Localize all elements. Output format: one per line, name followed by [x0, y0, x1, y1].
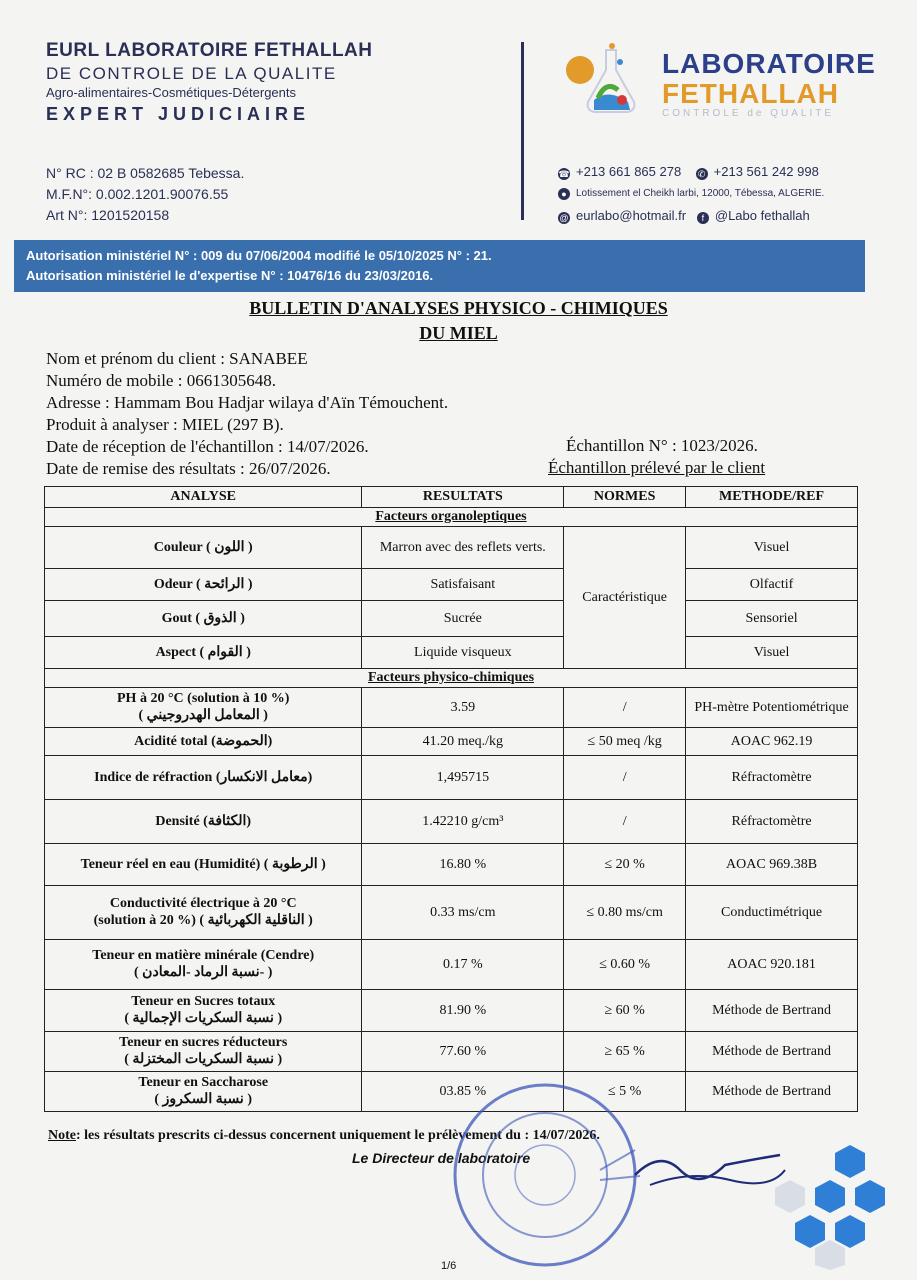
header-resultats: RESULTATS	[362, 487, 564, 508]
analyse-cell: Odeur ( الرائحة )	[45, 569, 362, 601]
table-header-row	[45, 487, 858, 508]
method-cell: PH-mètre Potentiométrique	[686, 688, 858, 728]
result-cell: 3.59	[362, 688, 564, 728]
results-table	[44, 486, 858, 1112]
analyse-cell: Acidité total (الحموضة)	[45, 728, 362, 756]
norm-cell: /	[564, 688, 686, 728]
result-cell: 16.80 %	[362, 844, 564, 886]
results-date: Date de remise des résultats : 26/07/2026.	[46, 459, 331, 478]
result-cell: 81.90 %	[362, 990, 564, 1032]
registration-block	[46, 163, 244, 226]
result-cell: 41.20 meq./kg	[362, 728, 564, 756]
laboratory-stamp-icon	[450, 1080, 640, 1270]
director-label: Le Directeur de laboratoire	[352, 1150, 531, 1166]
rc-number: N° RC : 02 B 0582685 Tebessa.	[46, 165, 245, 181]
method-cell: Conductimétrique	[686, 886, 858, 940]
table-row	[45, 728, 858, 756]
client-info	[46, 348, 448, 480]
location-icon: ●	[558, 188, 570, 200]
method-cell: Méthode de Bertrand	[686, 1032, 858, 1072]
norm-cell: ≤ 20 %	[564, 844, 686, 886]
analyse-cell: Teneur réel en eau (Humidité) ( الرطوبة )	[45, 844, 362, 886]
analyse-cell: Gout ( الذوق )	[45, 601, 362, 637]
result-cell: 1.42210 g/cm³	[362, 800, 564, 844]
method-cell: AOAC 969.38B	[686, 844, 858, 886]
signature-icon	[630, 1140, 790, 1190]
norm-cell: ≤ 5 %	[564, 1072, 686, 1112]
whatsapp-icon: ✆	[696, 168, 708, 180]
table-row	[45, 940, 858, 990]
hexagon-decoration-icon	[770, 1140, 890, 1270]
section-organoleptic: Facteurs organoleptiques	[45, 508, 858, 527]
banner-line2: Autorisation ministériel le d'expertise N° : 10476/16 du 23/03/2016.	[26, 268, 434, 283]
facebook-icon: f	[697, 212, 709, 224]
mf-number: M.F.N°: 0.002.1201.90076.55	[46, 186, 229, 202]
table-row	[45, 990, 858, 1032]
reception-date: Date de réception de l'échantillon : 14/07/2026.	[46, 437, 369, 456]
norm-cell: ≥ 60 %	[564, 990, 686, 1032]
method-cell: Méthode de Bertrand	[686, 1072, 858, 1112]
norm-cell: Caractéristique	[564, 527, 686, 669]
result-cell: 03.85 %	[362, 1072, 564, 1112]
method-cell: Réfractomètre	[686, 800, 858, 844]
result-cell: Sucrée	[362, 601, 564, 637]
client-address: Adresse : Hammam Bou Hadjar wilaya d'Aïn Témouchent.	[46, 393, 449, 412]
logo-line2: FETHALLAH	[662, 78, 839, 109]
norm-cell: ≤ 0.60 %	[564, 940, 686, 990]
bulletin-title: BULLETIN D'ANALYSES PHYSICO - CHIMIQUES	[249, 298, 668, 318]
analyse-cell: Couleur ( اللون )	[45, 527, 362, 569]
banner-line1: Autorisation ministériel N° : 009 du 07/06/2004 modifié le 05/10/2025 N° : 21.	[26, 248, 492, 263]
section-physico: Facteurs physico-chimiques	[45, 669, 858, 688]
address: Lotissement el Cheikh larbi, 12000, Tébessa, ALGERIE.	[576, 188, 825, 199]
analyse-cell: PH à 20 °C (solution à 10 %) ( المعامل الهدروجيني )	[45, 688, 362, 728]
analyse-cell: Conductivité électrique à 20 °C (solution à 20 %) ( الناقلية الكهربائية )	[45, 886, 362, 940]
page-number: 1/6	[441, 1260, 457, 1272]
email-icon: @	[559, 213, 569, 223]
table-row	[45, 844, 858, 886]
norm-cell: /	[564, 800, 686, 844]
norm-cell: ≥ 65 %	[564, 1032, 686, 1072]
flask-logo-icon	[558, 40, 648, 120]
header-analyse: ANALYSE	[45, 487, 362, 508]
header-normes: NORMES	[564, 487, 686, 508]
product: Produit à analyser : MIEL (297 B).	[46, 415, 284, 434]
header-divider	[521, 42, 524, 220]
sampled-by: Échantillon prélevé par le client	[548, 458, 766, 477]
method-cell: Visuel	[686, 637, 858, 669]
company-block	[46, 40, 373, 125]
table-row	[45, 527, 858, 569]
client-mobile: Numéro de mobile : 0661305648.	[46, 371, 276, 390]
table-row	[45, 886, 858, 940]
company-name: EURL LABORATOIRE FETHALLAH	[46, 40, 373, 61]
method-cell: Visuel	[686, 527, 858, 569]
norm-cell: ≤ 50 meq /kg	[564, 728, 686, 756]
norm-cell: /	[564, 756, 686, 800]
header-methode: METHODE/REF	[686, 487, 858, 508]
result-cell: Marron avec des reflets verts.	[362, 527, 564, 569]
bulletin-subtitle: DU MIEL	[419, 323, 498, 343]
company-expert: EXPERT JUDICIAIRE	[46, 104, 311, 124]
table-row	[45, 601, 858, 637]
table-row	[45, 1032, 858, 1072]
company-domains: Agro-alimentaires-Cosmétiques-Détergents	[46, 85, 296, 100]
company-subtitle: DE CONTROLE DE LA QUALITE	[46, 64, 337, 83]
sample-number: Échantillon N° : 1023/2026.	[566, 436, 758, 455]
logo-line1: LABORATOIRE	[662, 48, 876, 79]
method-cell: AOAC 962.19	[686, 728, 858, 756]
table-row	[45, 569, 858, 601]
facebook: @Labo fethallah	[714, 208, 810, 223]
result-cell: Satisfaisant	[362, 569, 564, 601]
table-row	[45, 756, 858, 800]
art-number: Art N°: 1201520158	[46, 207, 170, 223]
analyse-cell: Teneur en sucres réducteurs ( نسبة السكريات المختزلة )	[45, 1032, 362, 1072]
phone-icon: ☎	[558, 169, 570, 179]
method-cell: Méthode de Bertrand	[686, 990, 858, 1032]
result-cell: Liquide visqueux	[362, 637, 564, 669]
note-text: : les résultats prescrits ci-dessus concernent uniquement le prélèvement du : 14/07/2026.	[76, 1128, 600, 1143]
analyse-cell: Indice de réfraction (معامل الانكسار)	[45, 756, 362, 800]
logo-line3: CONTROLE de QUALITE	[662, 108, 835, 119]
phone-2: +213 561 242 998	[713, 164, 819, 179]
analyse-cell: Teneur en Sucres totaux ( نسبة السكريات الإجمالية )	[45, 990, 362, 1032]
contacts-block	[558, 161, 824, 227]
result-cell: 0.33 ms/cm	[362, 886, 564, 940]
authorization-banner	[14, 240, 865, 292]
analyse-cell: Teneur en matière minérale (Cendre) ( نسبة الرماد -المعادن- )	[45, 940, 362, 990]
result-cell: 0.17 %	[362, 940, 564, 990]
client-name: Nom et prénom du client : SANABEE	[46, 349, 308, 368]
email: eurlabo@hotmail.fr	[576, 208, 687, 223]
method-cell: Réfractomètre	[686, 756, 858, 800]
logo-text	[662, 48, 876, 119]
norm-cell: ≤ 0.80 ms/cm	[564, 886, 686, 940]
analyse-cell: Aspect ( القوام )	[45, 637, 362, 669]
phone-1: +213 661 865 278	[576, 164, 682, 179]
method-cell: Sensoriel	[686, 601, 858, 637]
table-row	[45, 688, 858, 728]
analyse-cell: Densité (الكثافة)	[45, 800, 362, 844]
table-row	[45, 800, 858, 844]
result-cell: 1,495715	[362, 756, 564, 800]
note-label: Note	[48, 1128, 76, 1143]
analyse-cell: Teneur en Saccharose ( نسبة السكروز )	[45, 1072, 362, 1112]
table-row	[45, 637, 858, 669]
result-cell: 77.60 %	[362, 1032, 564, 1072]
method-cell: Olfactif	[686, 569, 858, 601]
method-cell: AOAC 920.181	[686, 940, 858, 990]
